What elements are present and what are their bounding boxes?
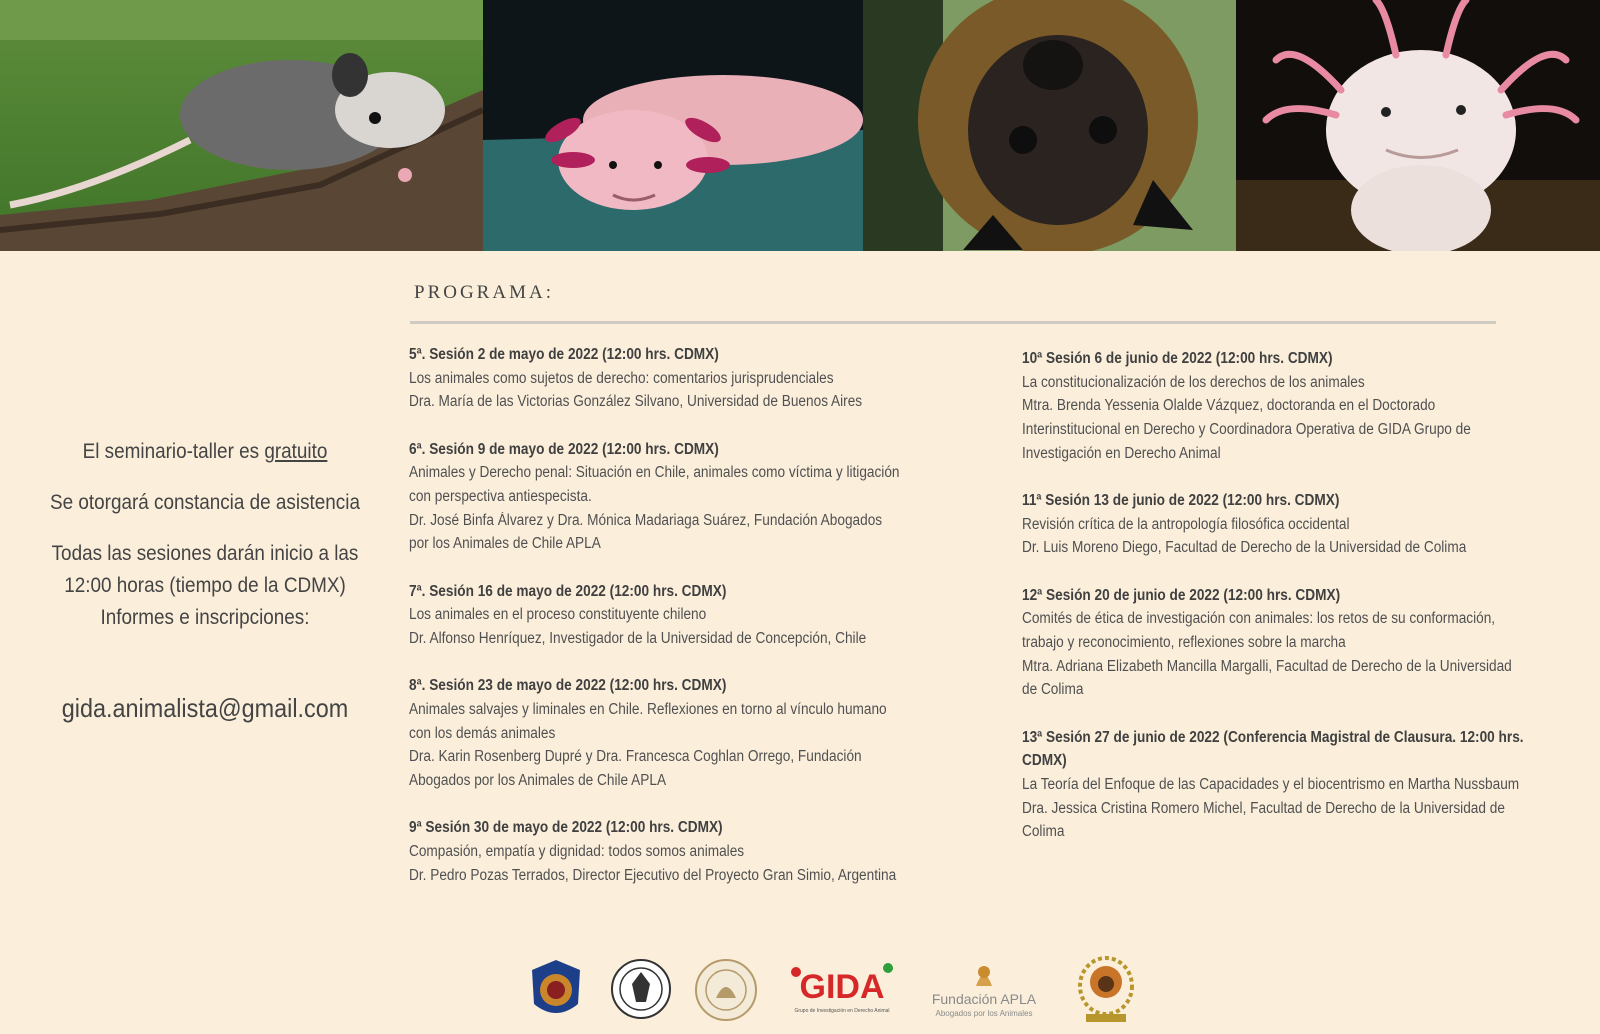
session-heading: 8ª. Sesión 23 de mayo de 2022 (12:00 hrs. CDMX) <box>409 677 727 695</box>
session-detail-line: de Colima <box>1022 681 1084 699</box>
session-detail-line: trabajo y reconocimiento, reflexiones sobre la marcha <box>1022 634 1346 652</box>
session-heading-continued: CDMX) <box>1022 752 1067 770</box>
session-heading: 9ª Sesión 30 de mayo de 2022 (12:00 hrs. CDMX) <box>409 819 723 837</box>
session-block <box>409 343 969 414</box>
apla-logo-text: Fundación APLA <box>931 991 1037 1007</box>
session-detail-line: Dr. José Binfa Álvarez y Dra. Mónica Madariaga Suárez, Fundación Abogados <box>409 511 883 529</box>
session-detail-line: Mtra. Adriana Elizabeth Mancilla Margalli, Facultad de Derecho de la Universidad <box>1022 657 1512 675</box>
session-block <box>1022 726 1582 845</box>
certificate-notice: Se otorgará constancia de asistencia <box>50 491 360 514</box>
free-notice: El seminario-taller es gratuito <box>82 440 328 463</box>
session-block <box>409 580 969 651</box>
gida-logo <box>786 958 898 1018</box>
session-detail-line: Dr. Alfonso Henríquez, Investigador de la Universidad de Concepción, Chile <box>409 630 867 648</box>
institute-seal-logo <box>694 958 758 1022</box>
sessions-left-column <box>409 343 969 911</box>
session-heading: 5ª. Sesión 2 de mayo de 2022 (12:00 hrs. CDMX) <box>409 346 719 363</box>
session-block <box>409 438 969 557</box>
gida-logo-text: GIDA <box>799 968 885 1006</box>
instituto-derecho-logo <box>1076 954 1136 1026</box>
session-detail-line: con los demás animales <box>409 724 556 742</box>
session-heading: 7ª. Sesión 16 de mayo de 2022 (12:00 hrs. CDMX) <box>409 582 727 600</box>
session-detail-line: Dr. Luis Moreno Diego, Facultad de Derecho de la Universidad de Colima <box>1022 539 1467 557</box>
free-word: gratuito <box>264 440 328 463</box>
session-detail-line: La constitucionalización de los derechos de los animales <box>1022 373 1365 391</box>
session-detail-line: Mtra. Brenda Yessenia Olalde Vázquez, doctoranda en el Doctorado <box>1022 397 1436 415</box>
session-heading: 6ª. Sesión 9 de mayo de 2022 (12:00 hrs. CDMX) <box>409 440 719 458</box>
session-detail-line: Animales salvajes y liminales en Chile. Reflexiones en torno al vínculo humano <box>409 700 887 718</box>
session-detail-line: Abogados por los Animales de Chile APLA <box>409 772 667 790</box>
apla-logo-subtitle: Abogados por los Animales <box>935 1009 1033 1018</box>
session-detail-line: Comités de ética de investigación con animales: los retos de su conformación, <box>1022 610 1496 628</box>
gida-logo-subtitle: Grupo de Investigación en Derecho Animal <box>794 1008 890 1014</box>
session-detail-line: Dra. Karin Rosenberg Dupré y Dra. Francesca Coghlan Orrego, Fundación <box>409 748 862 766</box>
session-heading: 12ª Sesión 20 de junio de 2022 (12:00 hrs. CDMX) <box>1022 586 1341 604</box>
session-detail-line: Dra. Jessica Cristina Romero Michel, Facultad de Derecho de la Universidad de <box>1022 799 1505 817</box>
session-detail-line: Interinstitucional en Derecho y Coordinadora Operativa de GIDA Grupo de <box>1022 421 1471 439</box>
white-axolotl-photo <box>1236 0 1600 251</box>
session-heading: 11ª Sesión 13 de junio de 2022 (12:00 hrs. CDMX) <box>1022 492 1340 510</box>
bat-photo <box>863 0 1236 251</box>
start-time-line-2: 12:00 horas (tiempo de la CDMX) <box>64 574 346 597</box>
university-seal-logo <box>528 958 584 1022</box>
law-faculty-seal-logo <box>610 958 672 1020</box>
session-detail-line: La Teoría del Enfoque de las Capacidades y el biocentrismo en Martha Nussbaum <box>1022 776 1520 794</box>
session-heading: 10ª Sesión 6 de junio de 2022 (12:00 hrs. CDMX) <box>1022 350 1333 367</box>
photo-banner <box>0 0 1600 251</box>
session-heading: 13ª Sesión 27 de junio de 2022 (Conferencia Magistral de Clausura. 12:00 hrs. <box>1022 728 1524 746</box>
session-detail-line: Colima <box>1022 823 1065 841</box>
start-time-line-1: Todas las sesiones darán inicio a las <box>51 542 359 565</box>
session-detail-line: Investigación en Derecho Animal <box>1022 444 1221 462</box>
sessions-right-column <box>1022 347 1582 868</box>
session-block <box>1022 489 1582 560</box>
session-detail-line: Animales y Derecho penal: Situación en Chile, animales como víctima y litigación <box>409 464 900 482</box>
session-detail-line: Los animales como sujetos de derecho: comentarios jurisprudenciales <box>409 369 834 387</box>
session-detail-line: con perspectiva antiespecista. <box>409 488 592 506</box>
session-detail-line: por los Animales de Chile APLA <box>409 535 601 553</box>
session-block <box>409 816 969 887</box>
session-block <box>409 674 969 793</box>
session-detail-line: Compasión, empatía y dignidad: todos somos animales <box>409 842 745 860</box>
session-detail-line: Dr. Pedro Pozas Terrados, Director Ejecutivo del Proyecto Gran Simio, Argentina <box>409 866 897 884</box>
session-detail-line: Dra. María de las Victorias González Silvano, Universidad de Buenos Aires <box>409 393 863 411</box>
contact-email[interactable]: gida.animalista@gmail.com <box>61 693 349 723</box>
session-detail-line: Revisión crítica de la antropología filosófica occidental <box>1022 515 1350 533</box>
fundacion-apla-logo <box>922 958 1046 1022</box>
programa-divider <box>410 321 1496 324</box>
opossum-photo <box>0 0 483 251</box>
session-block <box>1022 584 1582 703</box>
seminar-info <box>30 436 380 724</box>
session-block <box>1022 347 1582 466</box>
session-detail-line: Los animales en el proceso constituyente chileno <box>409 606 707 624</box>
axolotl-photo <box>483 0 863 251</box>
register-label: Informes e inscripciones: <box>100 606 310 629</box>
programa-title: PROGRAMA: <box>414 282 554 303</box>
